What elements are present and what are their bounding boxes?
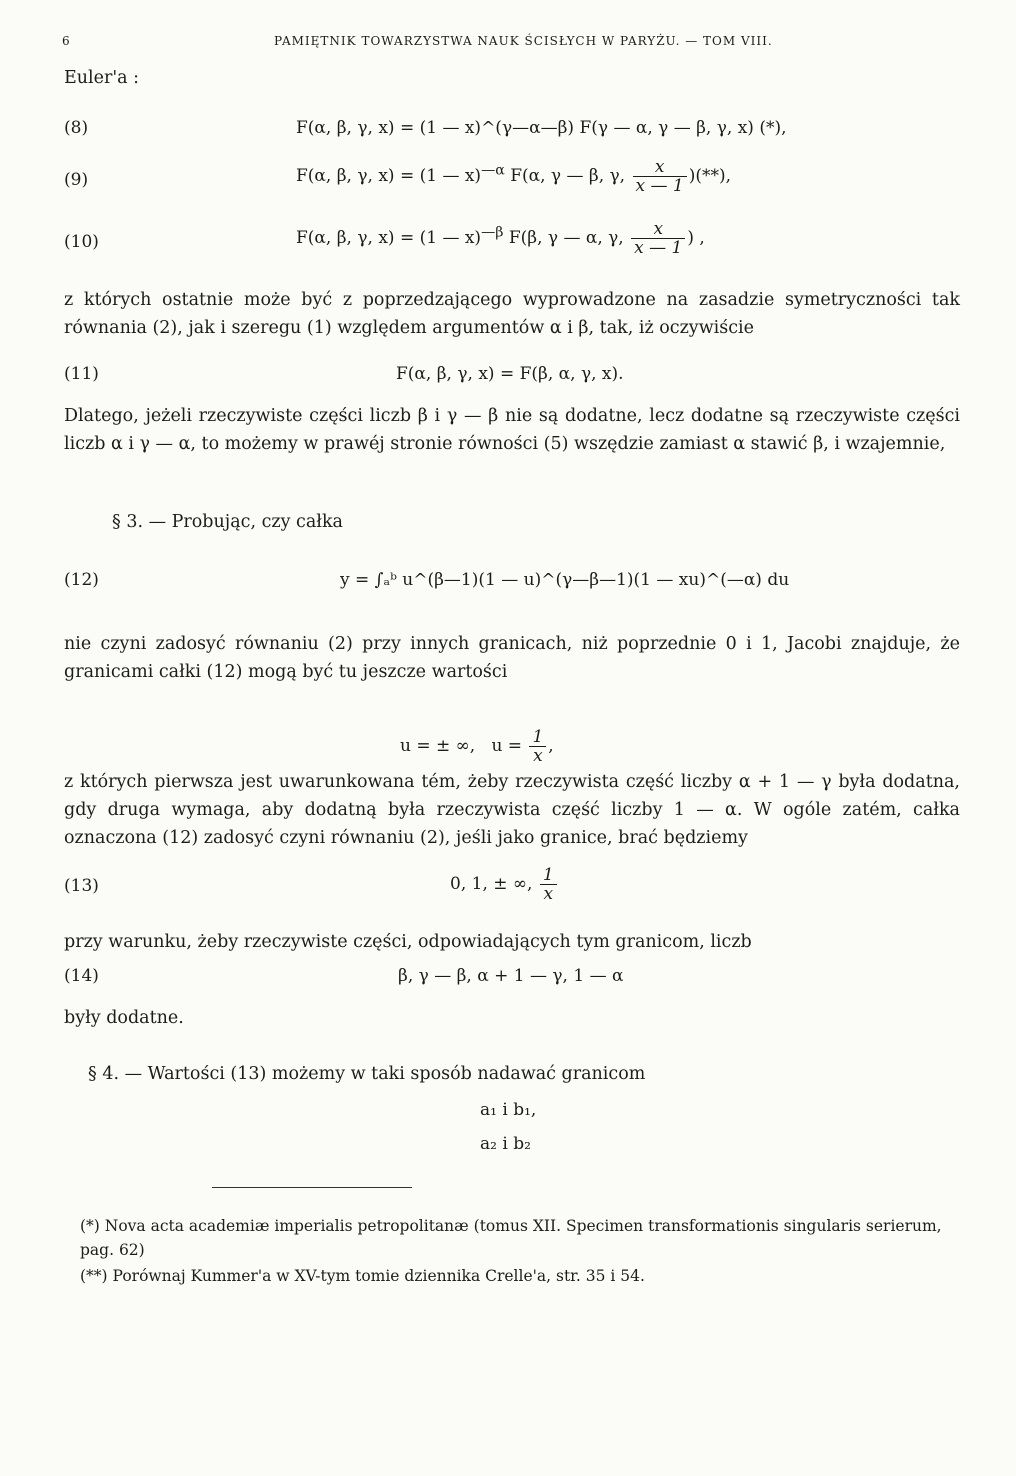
equation-11: F(α, β, γ, x) = F(β, α, γ, x). xyxy=(396,364,624,384)
eq10-mid: F(β, γ — α, γ, xyxy=(508,228,624,248)
equation-10 xyxy=(296,220,705,257)
limit-fraction: $\frac{1}{x}$ xyxy=(529,728,546,765)
eq-number-8: (8) xyxy=(64,118,89,138)
eq9-exp: —α xyxy=(481,162,505,179)
paragraph-4: z których pierwsza jest uwarunkowana tém, żeby rzeczywista część liczby α + 1 — γ była dodatna, gdy druga wymaga, aby dodatną była rzeczywista część liczby 1 — α. W ogóle zatém, całka oznaczona (12) zadosyć czyni równaniu (2), jeśli jako granice, brać będziemy xyxy=(64,772,960,848)
running-title: PAMIĘTNIK TOWARZYSTWA NAUK ŚCISŁYCH W PARYŻU. — TOM VIII. xyxy=(274,34,773,48)
limit-b: u = xyxy=(491,736,523,756)
eq-number-12: (12) xyxy=(64,570,99,590)
equation-8: F(α, β, γ, x) = (1 — x)^(γ—α—β) F(γ — α, γ — β, γ, x) (*), xyxy=(296,118,787,138)
footnote-1: (*) Nova acta academiæ imperialis petropolitanæ (tomus XII. Specimen transformationis singularis serierum, pag. 62) xyxy=(80,1217,942,1259)
eq13-fraction: $\frac{1}{x}$ xyxy=(540,866,557,903)
footnote-2: (**) Porównaj Kummer'a w XV-tym tomie dziennika Crelle'a, str. 35 i 54. xyxy=(80,1267,645,1285)
eq10-left: F(α, β, γ, x) = (1 — x) xyxy=(296,228,482,248)
eq9-fraction: $\frac{x}{x — 1}$ xyxy=(633,158,687,195)
intro-text: Euler'a : xyxy=(64,68,140,88)
paragraph-6: były dodatne. xyxy=(64,1008,184,1028)
page-number: 6 xyxy=(62,34,71,48)
limits-line xyxy=(400,728,554,765)
eq9-tail: )(**), xyxy=(688,166,732,186)
paragraph-5: przy warunku, żeby rzeczywiste części, odpowiadających tym granicom, liczb xyxy=(64,932,752,952)
eq-number-10: (10) xyxy=(64,232,99,252)
eq13-text: 0, 1, ± ∞, xyxy=(450,874,533,894)
equation-9 xyxy=(296,158,731,195)
eq10-exp: —β xyxy=(481,224,504,241)
paragraph-1: z których ostatnie może być z poprzedzającego wyprowadzone na zasadzie symetryczności tak równania (2), jak i szeregu (1) względem argumentów α i β, tak, iż oczywiście xyxy=(64,290,960,338)
bounds-2: a₂ i b₂ xyxy=(480,1134,531,1154)
eq9-left: F(α, β, γ, x) = (1 — x) xyxy=(296,166,482,186)
limit-a: u = ± ∞, xyxy=(400,736,476,756)
footnote-rule xyxy=(212,1187,412,1188)
eq9-mid: F(α, γ — β, γ, xyxy=(510,166,626,186)
bounds-1: a₁ i b₁, xyxy=(480,1100,537,1120)
section-3-heading: § 3. — Probując, czy całka xyxy=(112,512,343,532)
eq-number-13: (13) xyxy=(64,876,99,896)
eq10-tail: ) , xyxy=(687,228,705,248)
equation-14: β, γ — β, α + 1 — γ, 1 — α xyxy=(398,966,624,986)
eq10-fraction: $\frac{x}{x — 1}$ xyxy=(631,220,685,257)
equation-12: y = ∫ₐᵇ u^(β—1)(1 — u)^(γ—β—1)(1 — xu)^(—α) du xyxy=(340,570,790,590)
eq-number-9: (9) xyxy=(64,170,89,190)
paragraph-2: Dlatego, jeżeli rzeczywiste części liczb β i γ — β nie są dodatne, lecz dodatne są rzeczywiste części liczb α i γ — α, to możemy w prawéj stronie równości (5) wszędzie zamiast α stawić β, i wzajemnie, xyxy=(64,406,960,454)
equation-13 xyxy=(450,866,559,903)
eq-number-11: (11) xyxy=(64,364,99,384)
limit-tail: , xyxy=(548,736,554,756)
paragraph-3: nie czyni zadosyć równaniu (2) przy innych granicach, niż poprzednie 0 i 1, Jacobi znajduje, że granicami całki (12) mogą być tu jeszcze wartości xyxy=(64,634,960,682)
section-4-heading: § 4. — Wartości (13) możemy w taki sposób nadawać granicom xyxy=(88,1064,646,1084)
eq-number-14: (14) xyxy=(64,966,99,986)
